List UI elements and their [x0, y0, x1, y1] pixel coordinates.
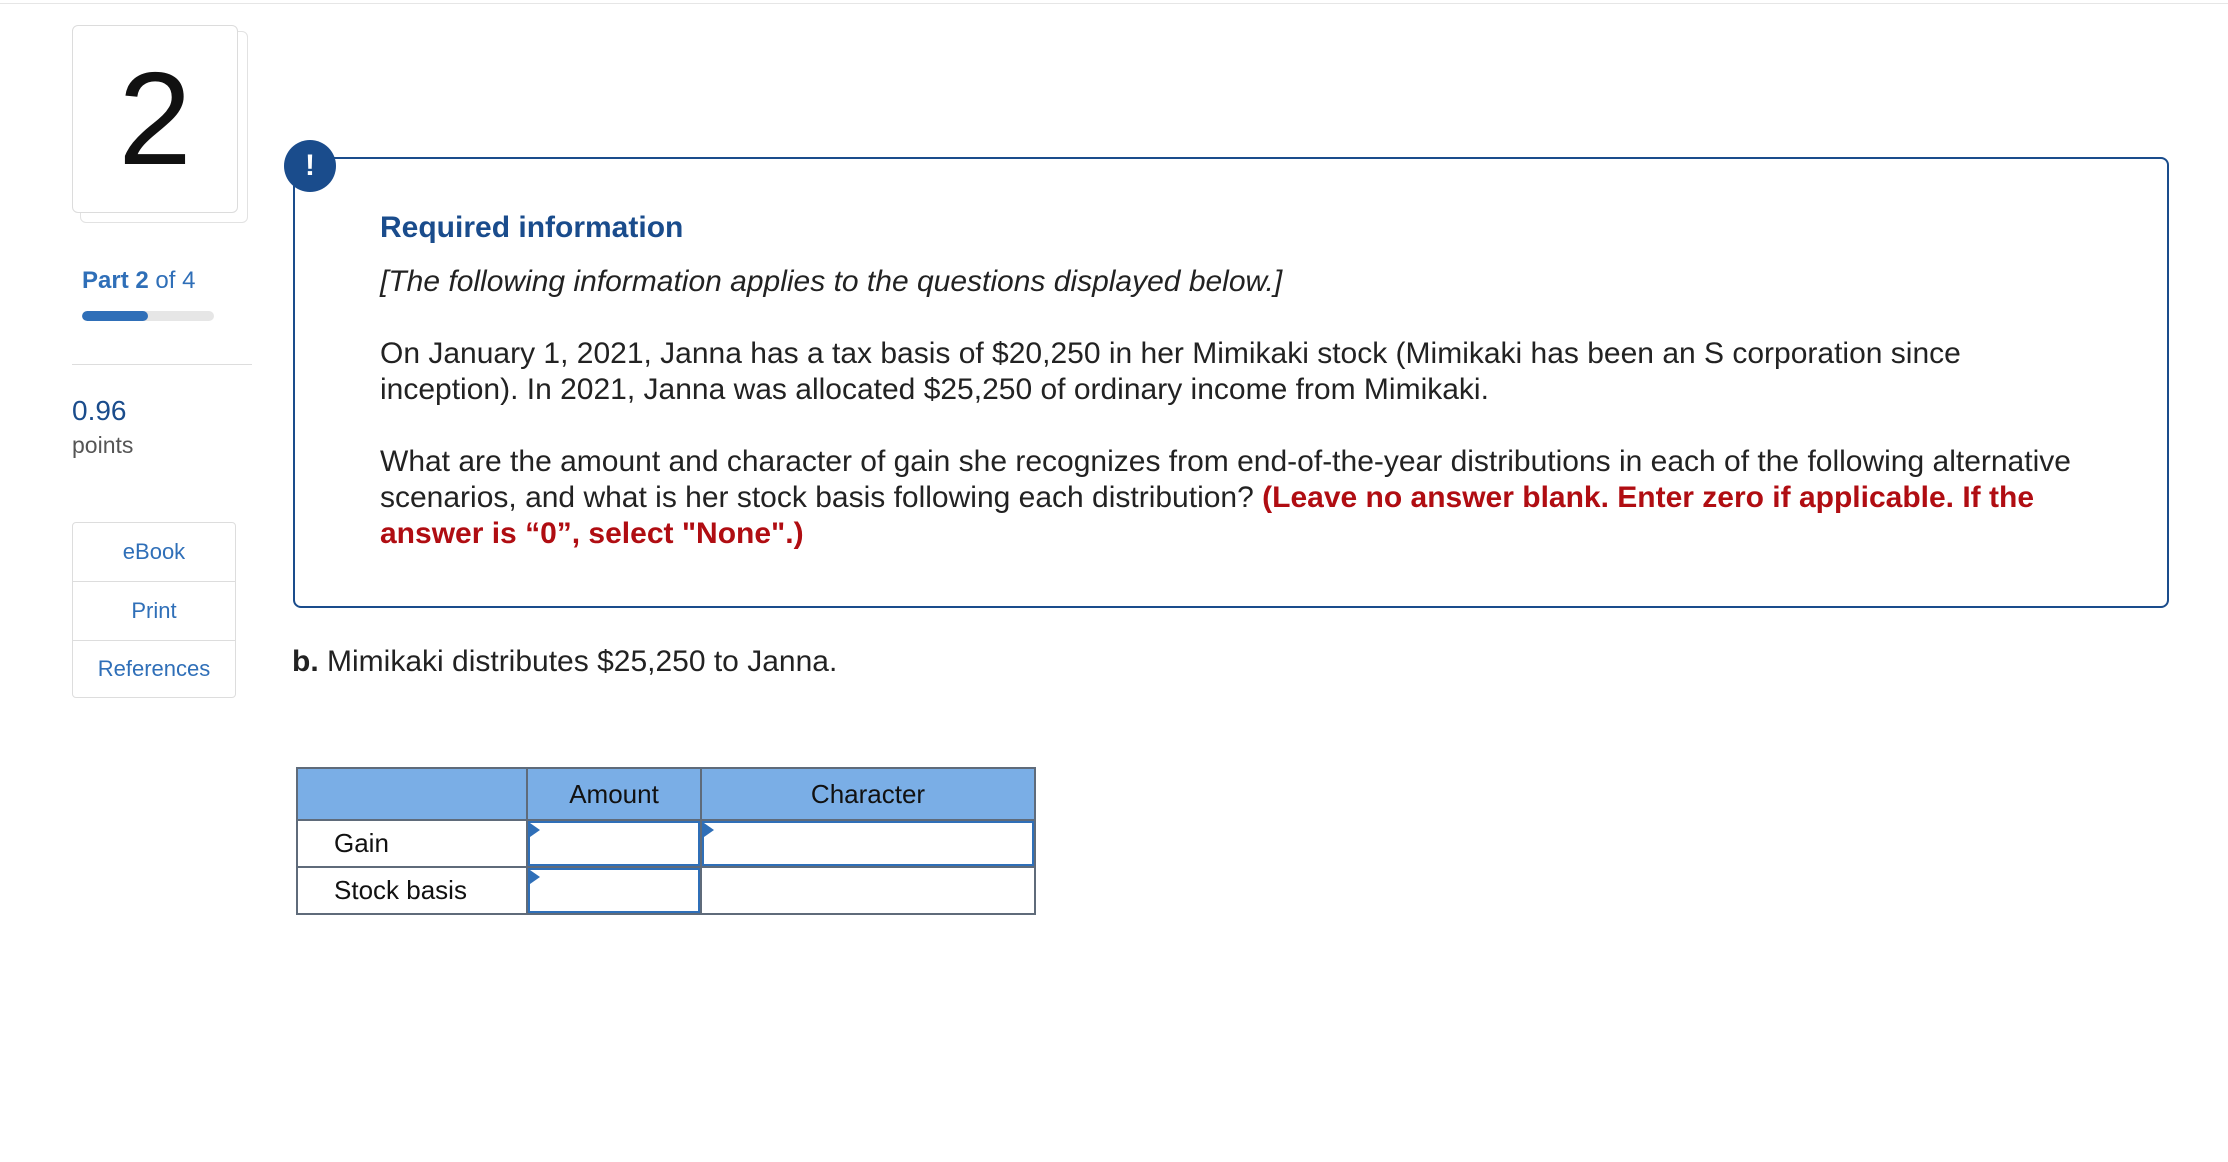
points-value: 0.96: [72, 395, 127, 426]
print-link[interactable]: Print: [73, 582, 235, 641]
info-title: Required information: [380, 211, 684, 244]
part-indicator: [82, 267, 195, 295]
gain-character-cell: [701, 820, 1035, 867]
cell-marker-icon: [530, 823, 540, 837]
left-divider: [72, 364, 252, 365]
table-header-blank: [297, 768, 527, 820]
table-header-character: Character: [701, 768, 1035, 820]
info-scenario-text: On January 1, 2021, Janna has a tax basis of $20,250 in her Mimikaki stock (Mimikaki has been an S corporation since inception). In 2021, Janna was allocated $25,250 of ordinary income from Mimikaki.: [380, 337, 1961, 406]
gain-character-select[interactable]: [704, 823, 1032, 864]
points-label: points: [72, 432, 134, 458]
gain-amount-cell: [527, 820, 701, 867]
stock-basis-amount-field: [528, 868, 700, 913]
answer-table: [296, 767, 1036, 915]
references-link[interactable]: References: [97, 656, 211, 681]
gain-character-field: [702, 821, 1034, 866]
question-part-letter: b.: [292, 645, 319, 678]
resource-links: [72, 522, 236, 698]
ebook-link[interactable]: eBook: [73, 523, 235, 582]
question-prompt-text: Mimikaki distributes $25,250 to Janna.: [327, 645, 838, 678]
part-progress-bar: [82, 311, 214, 321]
cell-marker-icon: [704, 823, 714, 837]
table-row-stock-basis: [297, 867, 1035, 914]
question-number-card: [72, 25, 238, 213]
stock-basis-amount-input[interactable]: [530, 870, 698, 911]
part-current: 2: [135, 267, 149, 294]
question-prompt: [292, 645, 837, 679]
cell-marker-icon: [530, 870, 540, 884]
stock-basis-character-cell: [701, 867, 1035, 914]
top-divider: [0, 3, 2228, 4]
info-question-text: [380, 444, 2080, 552]
table-header-amount: Amount: [527, 768, 701, 820]
row-label-stock-basis: Stock basis: [297, 867, 527, 914]
part-total: of 4: [155, 267, 196, 294]
table-row-gain: [297, 820, 1035, 867]
part-progress-fill: [82, 311, 148, 321]
required-information-box: [293, 157, 2169, 608]
row-label-gain: Gain: [297, 820, 527, 867]
alert-icon: !: [284, 140, 336, 192]
info-note: [The following information applies to the questions displayed below.]: [380, 265, 1283, 298]
info-question-body: What are the amount and character of gain she recognizes from end-of-the-year distributions in each of the following alternative scenarios, and what is her stock basis following each distribution?: [380, 445, 2071, 514]
gain-amount-field: [528, 821, 700, 866]
question-number: 2: [118, 45, 192, 192]
stock-basis-amount-cell: [527, 867, 701, 914]
gain-amount-input[interactable]: [530, 823, 698, 864]
info-warning: (Leave no answer blank. Enter zero if applicable. If the answer is “0”, select "None".): [380, 481, 2035, 550]
table-header-row: [297, 768, 1035, 820]
part-prefix: Part 2: [82, 267, 149, 294]
